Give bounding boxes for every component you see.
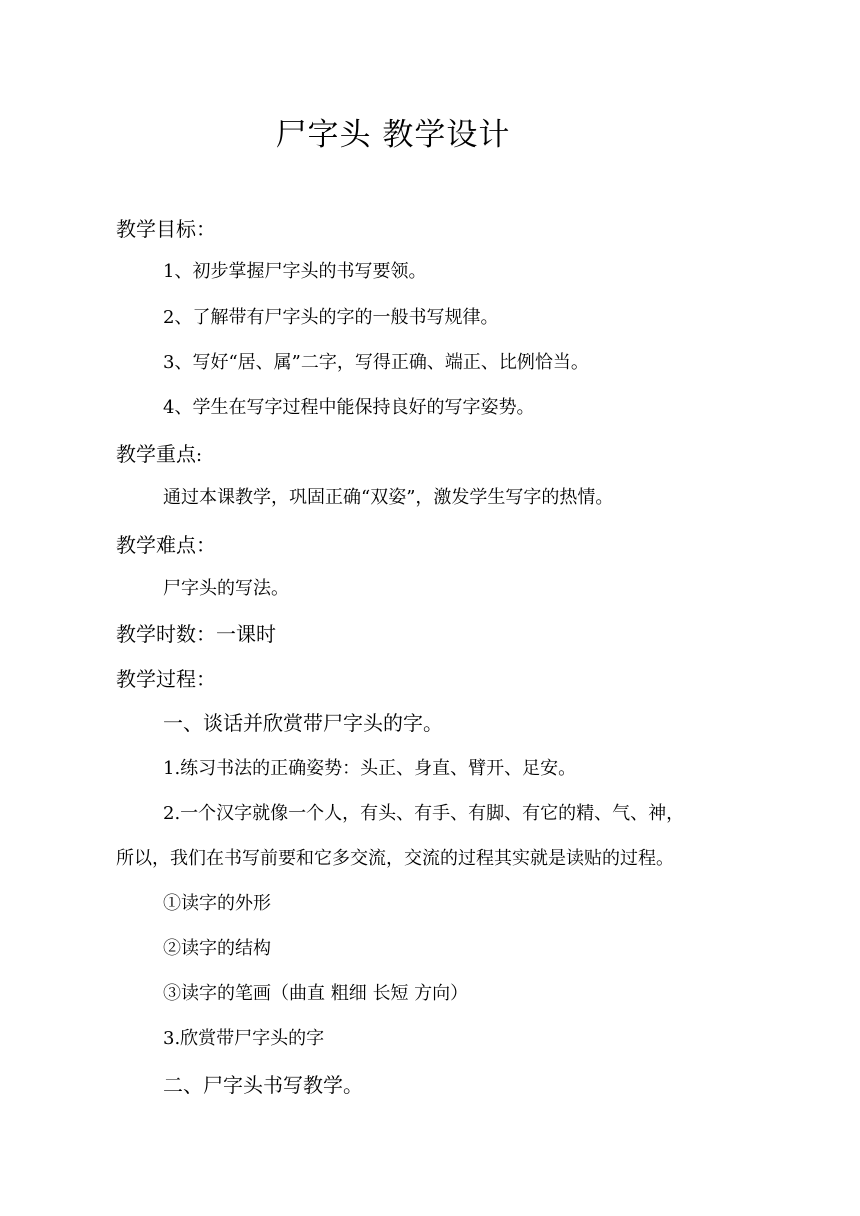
objectives-heading: 教学目标： xyxy=(116,217,216,241)
process-item-3: 3.欣赏带尸字头的字 xyxy=(163,1028,325,1049)
objective-item-1: 1、初步掌握尸字头的书写要领。 xyxy=(163,261,427,282)
reading-item-3: ③读字的笔画（曲直 粗细 长短 方向） xyxy=(163,983,469,1004)
document-title: 尸字头 教学设计 xyxy=(275,117,511,153)
objective-item-2: 2、了解带有尸字头的字的一般书写规律。 xyxy=(163,307,499,328)
section-2-title: 二、尸字头书写教学。 xyxy=(163,1073,363,1097)
process-item-2-line-1: 2.一个汉字就像一个人，有头、有手、有脚、有它的精、气、神， xyxy=(163,803,685,824)
difficulties-text: 尸字头的写法。 xyxy=(163,578,289,599)
key-points-colon: : xyxy=(196,445,203,466)
teaching-hours: 教学时数：一课时 xyxy=(116,622,276,646)
objective-item-4: 4、学生在写字过程中能保持良好的写字姿势。 xyxy=(163,397,535,418)
difficulties-heading: 教学难点： xyxy=(116,533,216,557)
key-points-text: 通过本课教学，巩固正确“双姿”，激发学生写字的热情。 xyxy=(163,487,614,508)
process-item-1: 1.练习书法的正确姿势：头正、身直、臂开、足安。 xyxy=(163,758,577,779)
process-heading: 教学过程： xyxy=(116,667,216,691)
key-points-heading xyxy=(116,444,202,465)
key-points-heading-text: 教学重点 xyxy=(116,442,196,466)
reading-item-2: ②读字的结构 xyxy=(163,938,271,959)
process-item-2-line-2: 所以，我们在书写前要和它多交流，交流的过程其实就是读贴的过程。 xyxy=(116,848,674,869)
objective-item-3: 3、写好“居、属”二字，写得正确、端正、比例恰当。 xyxy=(163,352,589,373)
reading-item-1: ①读字的外形 xyxy=(163,893,271,914)
section-1-title: 一、谈话并欣赏带尸字头的字。 xyxy=(163,711,443,735)
